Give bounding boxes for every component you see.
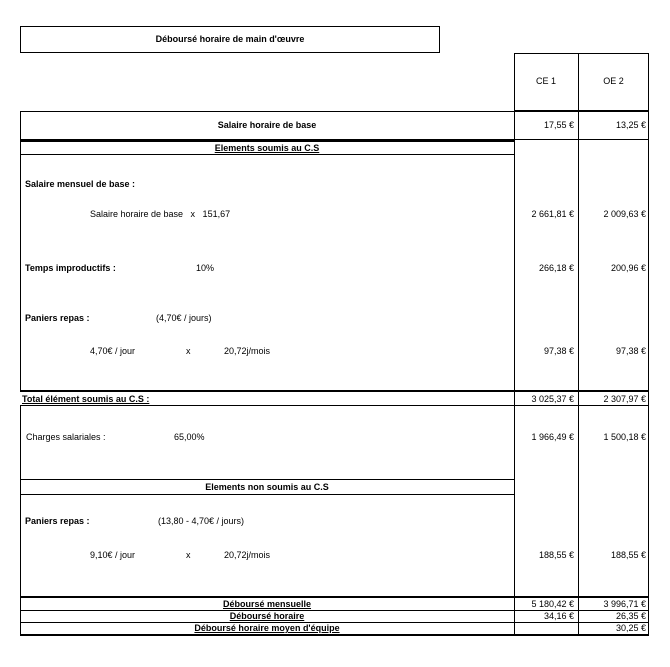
paniers2-label: Paniers repas : xyxy=(25,516,90,526)
divider xyxy=(20,405,21,597)
paniers2-days: 20,72j/mois xyxy=(224,550,271,560)
debourse-horaire-ce1: 34,16 € xyxy=(543,611,574,621)
divider xyxy=(648,596,649,635)
charges-oe2: 1 500,18 € xyxy=(603,432,646,442)
paniers2-note: (13,80 - 4,70€ / jours) xyxy=(158,516,245,526)
divider xyxy=(20,140,21,391)
paniers1-per-day: 4,70€ / jour xyxy=(90,346,136,356)
total-soumis-oe2: 2 307,97 € xyxy=(603,394,646,404)
salaire-mensuel-detail: Salaire horaire de base x 151,67 xyxy=(90,209,231,219)
debourse-mensuel-label: Déboursé mensuelle xyxy=(222,599,312,609)
debourse-moyen-oe2: 30,25 € xyxy=(615,623,646,633)
salaire-mensuel-oe2: 2 009,63 € xyxy=(603,209,646,219)
debourse-mensuel-ce1: 5 180,42 € xyxy=(531,599,574,609)
salaire-mensuel-label: Salaire mensuel de base : xyxy=(25,179,136,189)
temps-label: Temps improductifs : xyxy=(25,263,116,273)
divider xyxy=(648,390,649,405)
divider xyxy=(20,154,514,155)
salaire-mensuel-ce1: 2 661,81 € xyxy=(531,209,574,219)
paniers2-oe2: 188,55 € xyxy=(610,550,646,560)
salaire-base-label: Salaire horaire de base xyxy=(217,120,317,130)
paniers2-ce1: 188,55 € xyxy=(538,550,574,560)
debourse-mensuel-oe2: 3 996,71 € xyxy=(603,599,646,609)
divider xyxy=(20,479,514,480)
temps-oe2: 200,96 € xyxy=(610,263,646,273)
temps-ce1: 266,18 € xyxy=(538,263,574,273)
total-soumis-label: Total élément soumis au C.S : xyxy=(22,394,150,404)
non-soumis-header: Elements non soumis au C.S xyxy=(205,482,329,492)
charges-ce1: 1 966,49 € xyxy=(531,432,574,442)
col-header-ce1: CE 1 xyxy=(535,76,556,86)
paniers1-note: (4,70€ / jours) xyxy=(156,313,212,323)
paniers1-x: x xyxy=(186,346,191,356)
divider xyxy=(648,405,649,597)
paniers2-per-day: 9,10€ / jour xyxy=(90,550,136,560)
salaire-base-oe2: 13,25 € xyxy=(615,120,646,130)
page-title: Déboursé horaire de main d'œuvre xyxy=(155,34,305,44)
divider xyxy=(20,634,649,636)
paniers1-label: Paniers repas : xyxy=(25,313,90,323)
divider xyxy=(20,494,514,495)
debourse-horaire-label: Déboursé horaire xyxy=(229,611,305,621)
charges-pct: 65,00% xyxy=(174,432,205,442)
paniers1-ce1: 97,38 € xyxy=(543,346,574,356)
debourse-moyen-label: Déboursé horaire moyen d'équipe xyxy=(194,623,340,633)
salaire-base-ce1: 17,55 € xyxy=(543,120,574,130)
charges-label: Charges salariales : xyxy=(26,432,106,442)
paniers1-oe2: 97,38 € xyxy=(615,346,646,356)
paniers2-x: x xyxy=(186,550,191,560)
soumis-header: Elements soumis au C.S xyxy=(214,143,320,153)
total-soumis-ce1: 3 025,37 € xyxy=(531,394,574,404)
divider xyxy=(20,405,649,406)
divider xyxy=(20,390,649,392)
col-header-oe2: OE 2 xyxy=(603,76,624,86)
temps-pct: 10% xyxy=(196,263,215,273)
divider xyxy=(648,140,649,391)
debourse-horaire-oe2: 26,35 € xyxy=(615,611,646,621)
paniers1-days: 20,72j/mois xyxy=(224,346,271,356)
